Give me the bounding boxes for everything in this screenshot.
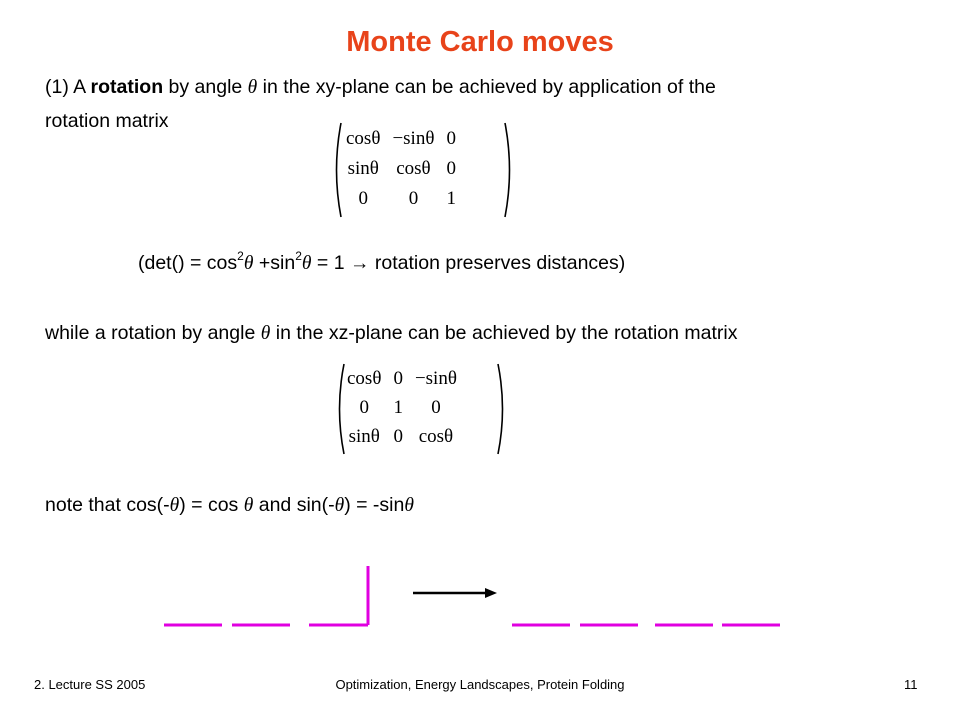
matrix-row xyxy=(340,184,462,214)
text: in the xz-plane can be achieved by the rotation matrix xyxy=(270,322,738,344)
theta-symbol: θ xyxy=(243,253,254,274)
bold-term: rotation xyxy=(90,76,164,98)
matrix-cell: 0 xyxy=(431,396,441,418)
theta-symbol: θ xyxy=(243,495,254,516)
text: in the xy-plane can be achieved by application of the xyxy=(257,76,716,98)
implies-arrow: → xyxy=(349,252,370,274)
matrix-cell: 0 xyxy=(408,188,419,209)
note-line xyxy=(45,494,414,517)
matrix-cell: cosθ xyxy=(347,367,382,389)
right-arrow-icon xyxy=(413,588,497,598)
matrix-cell: 0 xyxy=(393,367,403,389)
text: (det() = cos xyxy=(138,252,238,274)
matrix-cell: 0 xyxy=(393,425,403,447)
rotation-matrix-xz xyxy=(333,361,509,457)
text: and sin(- xyxy=(253,494,335,516)
matrix-row xyxy=(340,124,462,154)
text: = 1 xyxy=(311,252,350,274)
right-parenthesis xyxy=(502,120,516,220)
theta-symbol: θ xyxy=(404,495,414,516)
text: by angle xyxy=(163,76,248,98)
matrix-row xyxy=(341,364,463,393)
matrix-cell: cosθ xyxy=(346,128,381,149)
determinant-line xyxy=(138,248,626,275)
theta-symbol: θ xyxy=(301,253,312,274)
matrix-cell: −sinθ xyxy=(392,128,435,149)
text: ) = -sin xyxy=(344,494,405,516)
theta-symbol: θ xyxy=(247,77,258,98)
paragraph-2 xyxy=(45,322,738,345)
exponent: 2 xyxy=(295,248,302,263)
right-parenthesis xyxy=(495,361,509,457)
theta-symbol: θ xyxy=(334,495,345,516)
slide-title: Monte Carlo moves xyxy=(346,26,614,58)
matrix-row xyxy=(341,393,463,422)
matrix-cell: 0 xyxy=(359,396,369,418)
matrix-cell: cosθ xyxy=(418,425,454,447)
matrix-cell: 1 xyxy=(446,188,456,209)
matrix-cell: 0 xyxy=(446,158,456,179)
chain-before xyxy=(164,566,368,625)
matrix-row xyxy=(340,154,462,184)
page-number: 11 xyxy=(904,677,918,692)
matrix-cell: 0 xyxy=(358,188,368,209)
matrix-cell: sinθ xyxy=(348,425,380,447)
exponent: 2 xyxy=(237,248,244,263)
text: while a rotation by angle xyxy=(45,322,261,344)
text: (1) A xyxy=(45,76,91,98)
matrix-cell: sinθ xyxy=(347,158,379,179)
rotation-matrix-xy xyxy=(330,120,516,220)
footer-lecture: 2. Lecture SS 2005 xyxy=(34,677,146,692)
text: ) = cos xyxy=(179,494,244,516)
text: +sin xyxy=(253,252,296,274)
matrix-cell: cosθ xyxy=(396,158,431,179)
footer-title: Optimization, Energy Landscapes, Protein Folding xyxy=(335,677,625,692)
paragraph-1-line-2: rotation matrix xyxy=(45,110,169,132)
matrix-cell: 1 xyxy=(393,396,403,418)
text: rotation preserves distances) xyxy=(369,252,626,274)
matrix-cell: −sinθ xyxy=(414,367,457,389)
matrix-cell: 0 xyxy=(446,128,456,149)
theta-symbol: θ xyxy=(169,495,180,516)
paragraph-1 xyxy=(45,76,716,99)
text: note that cos(- xyxy=(45,494,170,516)
matrix-row xyxy=(341,422,463,451)
theta-symbol: θ xyxy=(260,323,271,344)
